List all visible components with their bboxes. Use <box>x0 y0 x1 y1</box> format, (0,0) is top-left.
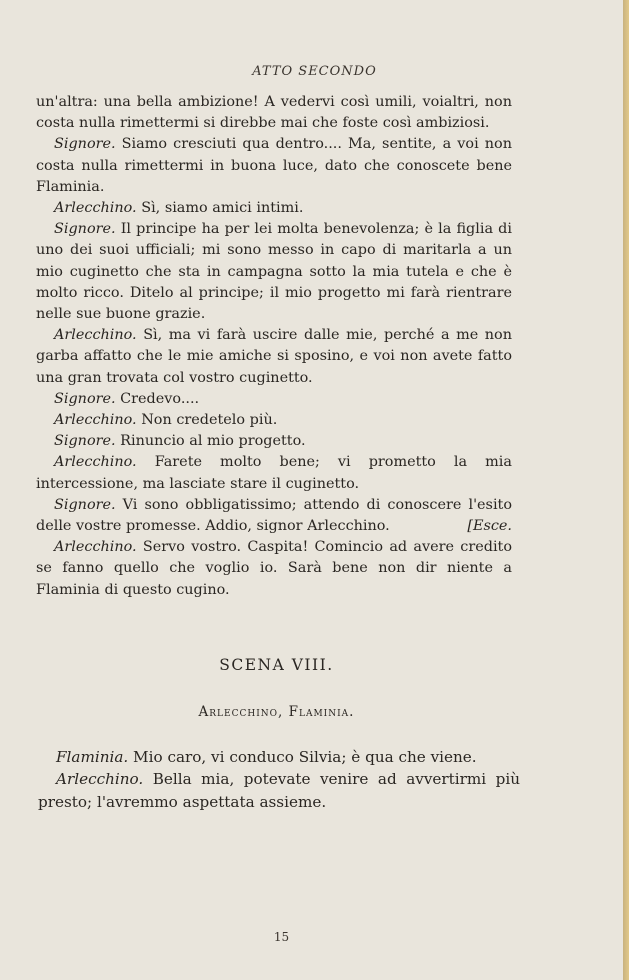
speaker-name: Arlecchino. <box>54 327 137 344</box>
paragraph-text: Sì, siamo amici intimi. <box>136 200 304 217</box>
paragraph <box>36 92 512 134</box>
paragraph <box>36 134 512 198</box>
paragraph <box>36 219 512 325</box>
speaker-name: Arlecchino. <box>54 412 137 429</box>
speaker-name: Signore. <box>54 136 116 153</box>
paragraph <box>36 431 512 452</box>
paragraph-text: Siamo cresciuti qua dentro.... Ma, sentite, a voi non costa nulla rimettermi in buona luce, dato che conoscete bene Flaminia. <box>36 136 512 195</box>
scene-characters: Arlecchino, Flaminia. <box>198 704 355 720</box>
page-number: 15 <box>273 930 290 944</box>
stage-direction: [Esce. <box>467 518 512 535</box>
speaker-name: Signore. <box>54 496 116 513</box>
speaker-name: Arlecchino. <box>54 200 137 217</box>
paragraph <box>36 410 512 431</box>
paragraph <box>38 768 520 813</box>
paragraph-text: Vi sono obbligatissimo; attendo di conoscere l'esito delle vostre promesse. Addio, signor Arlecchino. <box>36 496 512 535</box>
paragraph-text: Mio caro, vi conduco Silvia; è qua che viene. <box>128 748 477 766</box>
speaker-name: Arlecchino. <box>54 454 137 471</box>
paragraph-text: Bella mia, potevate venire ad avvertirmi più presto; l'avremmo aspettata assieme. <box>38 770 520 811</box>
page-edge <box>623 0 629 980</box>
paragraph-text: Rinuncio al mio progetto. <box>115 433 306 450</box>
speaker-name: Signore. <box>54 433 116 450</box>
speaker-name: Signore. <box>54 221 116 238</box>
paragraph-text: Servo vostro. Caspita! Comincio ad avere credito se fanno quello che voglio io. Sarà bene non dir niente a Flaminia di questo cugino. <box>36 539 512 598</box>
speaker-name: Arlecchino. <box>54 539 137 556</box>
paragraph <box>36 389 512 410</box>
running-head: ATTO SECONDO <box>252 64 377 79</box>
paragraph <box>38 746 520 768</box>
paragraph <box>36 452 512 494</box>
scene-title: SCENA VIII. <box>219 656 334 674</box>
paragraph-text: Farete molto bene; vi prometto la mia intercessione, ma lasciate stare il cuginetto. <box>36 454 512 492</box>
dialogue-text-scene-8 <box>38 746 520 813</box>
paragraph <box>36 495 512 537</box>
paragraph-text: Il principe ha per lei molta benevolenza; è la figlia di uno dei suoi ufficiali; mi sono messo in capo di maritarla a un mio cuginetto che sta in campagna sotto la mia tutela e che è molto ricco. Ditelo al principe; il mio progetto mi farà rientrare nelle sue buone grazie. <box>36 221 512 323</box>
dialogue-text <box>36 92 512 601</box>
paragraph <box>36 198 512 219</box>
paragraph <box>36 537 512 601</box>
speaker-name: Flaminia. <box>56 748 129 766</box>
paragraph-text: un'altra: una bella ambizione! A vedervi così umili, voialtri, non costa nulla rimettermi si direbbe mai che foste così ambiziosi. <box>36 94 512 132</box>
speaker-name: Signore. <box>54 390 116 407</box>
paragraph-text: Sì, ma vi farà uscire dalle mie, perché a me non garba affatto che le mie amiche si sposino, e voi non avete fatto una gran trovata col vostro cuginetto. <box>36 327 512 386</box>
paragraph-text: Credevo.... <box>115 390 200 407</box>
paragraph-text: Non credetelo più. <box>136 412 278 429</box>
paragraph <box>36 325 512 389</box>
speaker-name: Arlecchino. <box>56 770 144 789</box>
